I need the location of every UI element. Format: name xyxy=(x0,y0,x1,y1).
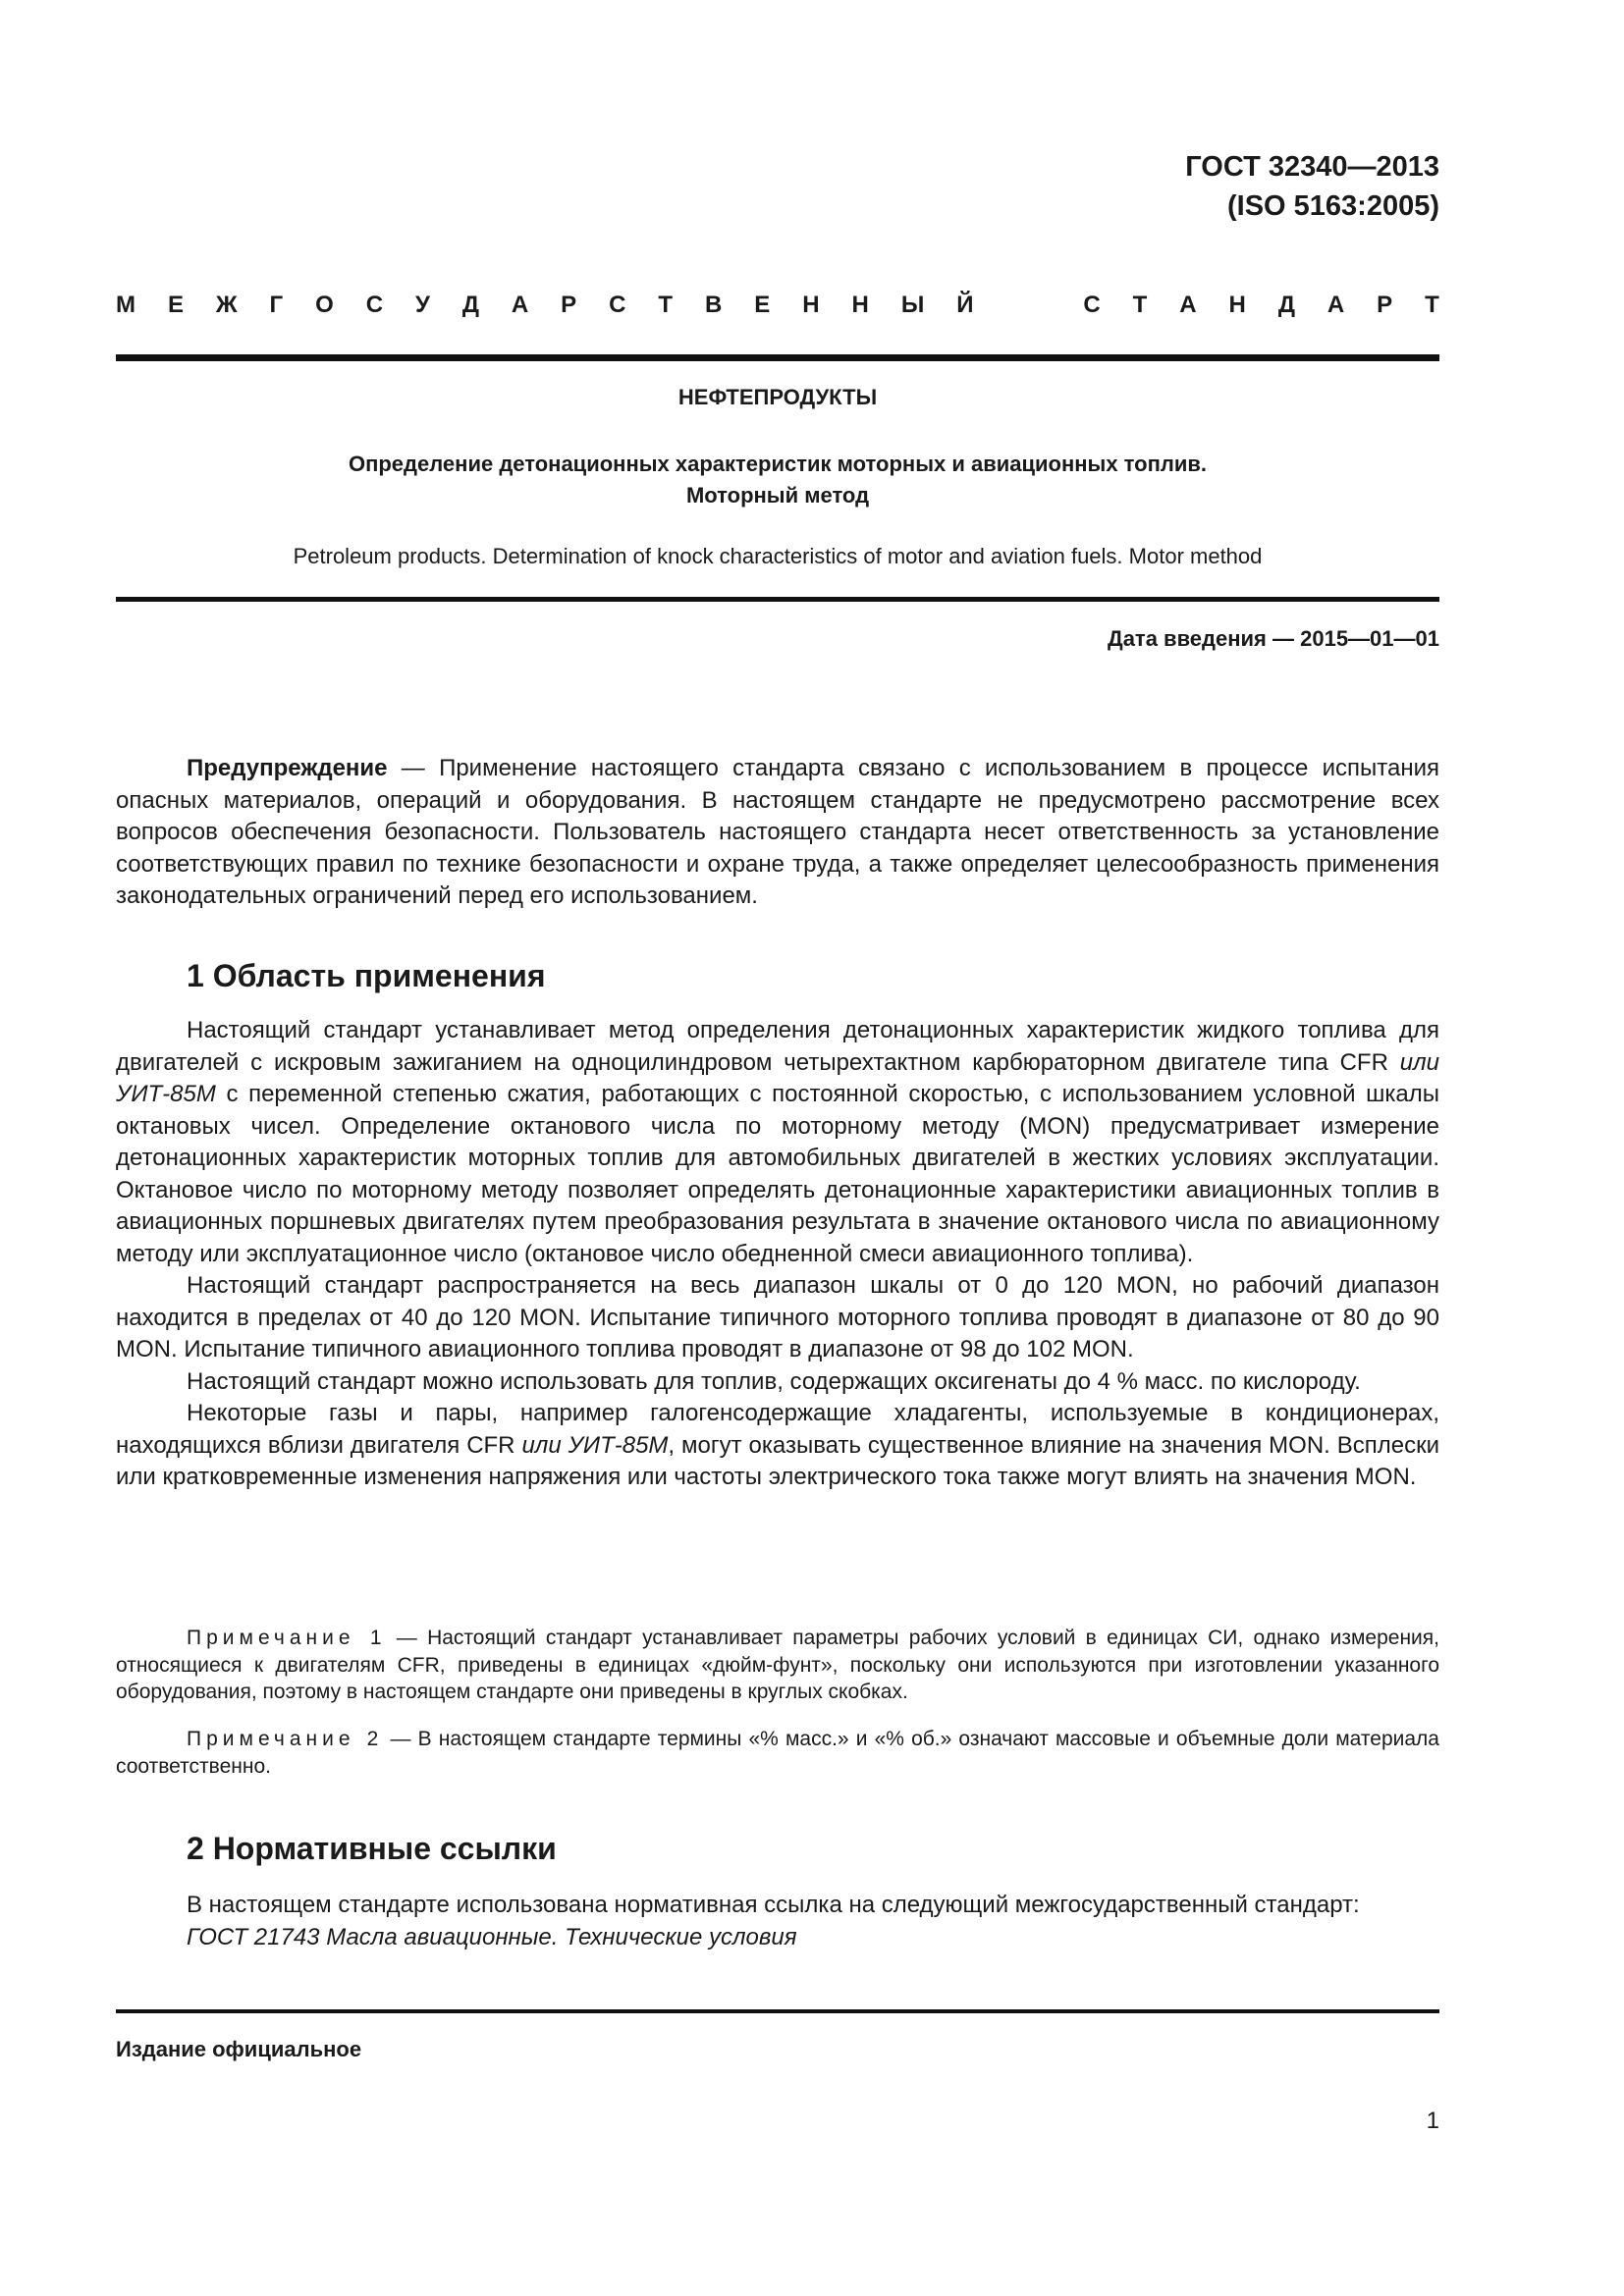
banner-letter: Н xyxy=(802,292,820,318)
banner-letter: Д xyxy=(1277,292,1295,318)
paragraph-emphasis: или УИТ-85М xyxy=(521,1431,669,1459)
subtitle xyxy=(116,449,1439,511)
banner-letter: Ы xyxy=(900,292,925,318)
body-paragraph xyxy=(116,1398,1439,1494)
note-1 xyxy=(116,1625,1439,1706)
banner-letter: М xyxy=(116,292,135,318)
document-page xyxy=(116,0,1439,2296)
paragraph-text: с переменной степенью сжатия, работающих с постоянной скоростью, с использованием условной шкалы октановых чисел. Определение октанового числа по моторному методу (MON) предусматривает измерение детонационных характеристик моторных топлив для автомобильных двигателей в жестких условиях эксплуатации. Октановое число по моторному методу позволяет определять детонационные характеристики авиационных топлив в авиационных поршневых двигателях путем преобразования результата в значение октанового числа по авиационному методу или эксплуатационное число (октановое число обедненной смеси авиационного топлива). xyxy=(116,1081,1439,1267)
paragraph-text: Некоторые газы и пары, например галогенсодержащие хладагенты, используемые в кондиционерах, находящихся вблизи двигателя CFR xyxy=(116,1400,1439,1459)
banner-letter: В xyxy=(705,292,723,318)
standard-code-block xyxy=(1185,147,1439,226)
warning-text: — Применение настоящего стандарта связано с использованием в процессе испытания опасных материалов, операций и оборудования. В настоящем стандарте не предусмотрено рассмотрение всех вопросов обеспечения безопасности. Пользователь настоящего стандарта несет ответственность за установление соответствующих правил по технике безопасности и охране труда, а также определяет целесообразность применения законодательных ограничений перед его использованием. xyxy=(116,755,1439,909)
banner-letter: Е xyxy=(754,292,771,318)
banner-letter: А xyxy=(1326,292,1345,318)
banner-letter: У xyxy=(414,292,430,318)
official-edition-label: Издание официальное xyxy=(116,2037,362,2061)
paragraph-emphasis: или УИТ-85М xyxy=(116,1048,1439,1107)
banner-letter: Д xyxy=(461,292,479,318)
section-heading-scope: 1 Область применения xyxy=(187,958,546,993)
banner-letter: А xyxy=(511,292,529,318)
banner-letter: Н xyxy=(1228,292,1246,318)
note-paragraph xyxy=(116,1726,1439,1780)
banner-letter: Т xyxy=(1425,292,1439,318)
warning-lead: Предупреждение xyxy=(187,755,388,781)
note-paragraph xyxy=(116,1625,1439,1706)
introduction-date: Дата введения — 2015—01—01 xyxy=(1108,626,1439,651)
paragraph-text: Настоящий стандарт устанавливает метод определения детонационных характеристик жидкого топлива для двигателей с искровым зажиганием на одноцилиндровом четырехтактном карбюраторном двигателе типа CFR xyxy=(116,1017,1439,1076)
body-paragraph: В настоящем стандарте использована нормативная ссылка на следующий межгосударственный стандарт: xyxy=(187,1892,1360,1918)
banner-letter: С xyxy=(365,292,384,318)
interstate-standard-banner xyxy=(116,291,1439,320)
normative-reference: ГОСТ 21743 Масла авиационные. Технические условия xyxy=(187,1923,797,1950)
iso-reference: (ISO 5163:2005) xyxy=(1226,190,1439,222)
body-paragraph: Настоящий стандарт можно использовать для топлив, содержащих оксигенаты до 4 % масс. по кислороду. xyxy=(187,1367,1361,1395)
english-title: Petroleum products. Determination of knock characteristics of motor and aviation fuels. Motor method xyxy=(293,544,1263,568)
section-heading-references: 2 Нормативные ссылки xyxy=(187,1831,557,1866)
subtitle-line: Моторный метод xyxy=(685,483,870,507)
header-divider xyxy=(116,354,1439,361)
warning-paragraph xyxy=(116,753,1439,913)
banner-letter: С xyxy=(609,292,626,318)
banner-letter: С xyxy=(1083,292,1101,318)
banner-letter: Т xyxy=(1132,292,1148,318)
banner-letter: О xyxy=(315,292,334,318)
paragraph-text: , могут оказывать существенное влияние на значения MON. Всплески или кратковременные изменения напряжения или частоты электрического тока также могут влиять на значения MON. xyxy=(116,1431,1439,1490)
banner-letter: Н xyxy=(851,292,869,318)
banner-letter: Е xyxy=(167,292,184,318)
note-label: Примечание 1 xyxy=(187,1627,387,1649)
note-text: — Настоящий стандарт устанавливает параметры рабочих условий в единицах СИ, однако измерения, относящиеся к двигателям CFR, приведены в единицах «дюйм-фунт», поскольку они используются при изготовлении указанного оборудования, поэтому в настоящем стандарте они приведены в круглых скобках. xyxy=(116,1627,1439,1703)
section-scope-body xyxy=(116,1015,1439,1494)
note-text: — В настоящем стандарте термины «% масс.» и «% об.» означают массовые и объемные доли материала соответственно. xyxy=(116,1728,1439,1778)
banner-letter: Г xyxy=(269,292,284,318)
banner-letter: Й xyxy=(956,292,974,318)
page-number: 1 xyxy=(1426,2108,1439,2134)
banner-letter: Р xyxy=(1377,292,1393,318)
subtitle-line: Определение детонационных характеристик моторных и авиационных топлив. xyxy=(348,452,1208,476)
title-divider xyxy=(116,597,1439,602)
banner-letter: Т xyxy=(658,292,674,318)
body-paragraph: Настоящий стандарт распространяется на весь диапазон шкалы от 0 до 120 MON, но рабочий диапазон находится в пределах от 40 до 120 MON. Испытание типичного моторного топлива проводят в диапазоне от 80 до 90 MON. Испытание типичного авиационного топлива проводят в диапазоне от 98 до 102 MON. xyxy=(116,1272,1439,1362)
body-paragraph xyxy=(116,1015,1439,1270)
main-title: НЕФТЕПРОДУКТЫ xyxy=(677,385,878,409)
note-label: Примечание 2 xyxy=(187,1728,384,1750)
banner-letter: Р xyxy=(561,292,577,318)
section-references-body xyxy=(116,1890,1439,1953)
warning-block xyxy=(116,753,1439,913)
footer-divider xyxy=(116,2009,1439,2013)
standard-code: ГОСТ 32340—2013 xyxy=(1185,151,1439,183)
note-2 xyxy=(116,1726,1439,1780)
banner-letter: А xyxy=(1179,292,1197,318)
banner-letter: Ж xyxy=(215,292,238,318)
